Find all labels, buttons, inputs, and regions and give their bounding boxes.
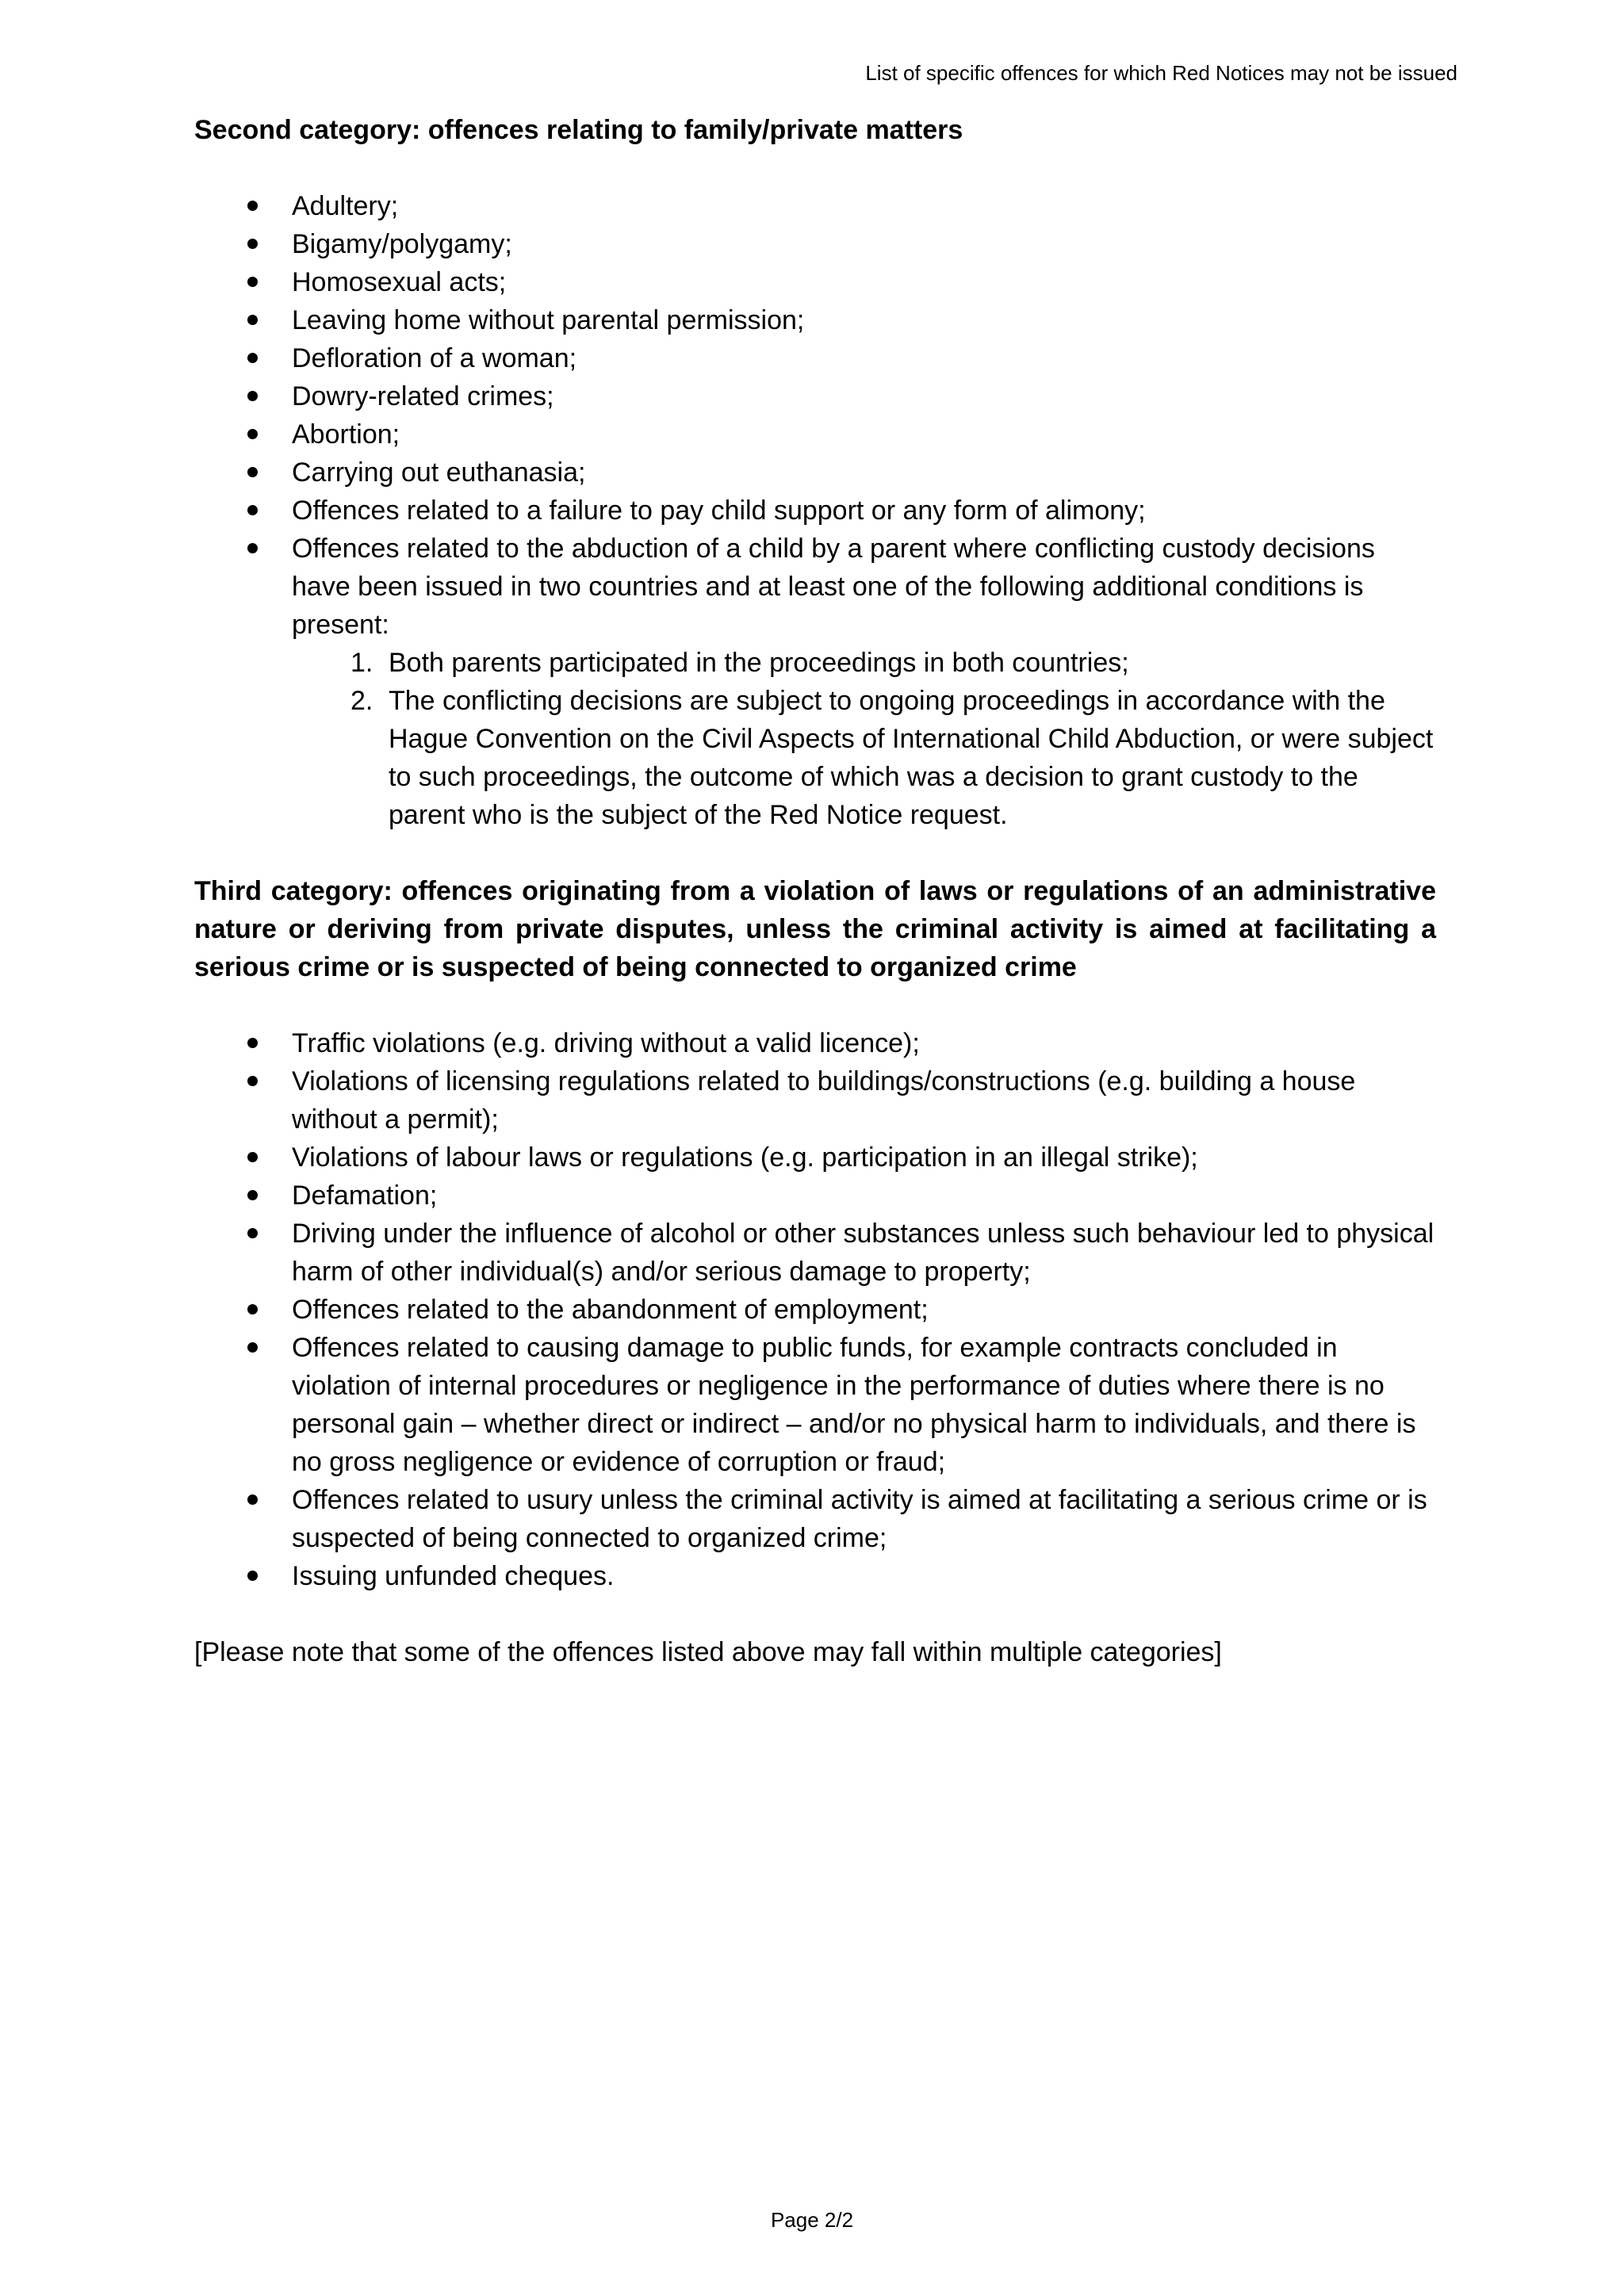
list-item-text: Violations of labour laws or regulations (e.g. participation in an illegal strike); (292, 1142, 1198, 1173)
condition-text: Both parents participated in the proceedings in both countries; (389, 648, 1129, 678)
list-item (194, 187, 1436, 225)
conditions-list (292, 644, 1436, 834)
list-item-text: Carrying out euthanasia; (292, 457, 586, 488)
bullet-icon (247, 353, 258, 363)
condition-item (292, 682, 1436, 834)
list-item-text: Offences related to the abandonment of employment; (292, 1295, 929, 1325)
list-item (194, 453, 1436, 492)
bullet-icon (247, 1152, 258, 1162)
list-item-text: Offences related to causing damage to public funds, for example contracts concluded in violation of internal procedures or negligence in the performance of duties where there is no personal gain – whether direct or indirect – and/or no physical harm to individuals, and there is no gross negligence or evidence of corruption or fraud; (292, 1333, 1416, 1477)
bullet-icon (247, 1190, 258, 1200)
list-item (194, 530, 1436, 834)
spacer (194, 834, 1436, 872)
bullet-icon (247, 1342, 258, 1353)
list-item-text: Defamation; (292, 1181, 438, 1211)
second-category-list (194, 187, 1436, 834)
condition-text: The conflicting decisions are subject to ongoing proceedings in accordance with the Hague Convention on the Civil Aspects of International Child Abduction, or were subject to such proceedings, the outcome of which was a decision to grant custody to the parent who is the subject of the Red Notice request. (389, 686, 1434, 830)
bullet-icon (247, 1228, 258, 1238)
list-item-text: Leaving home without parental permission; (292, 305, 805, 335)
list-item-text: Offences related to usury unless the criminal activity is aimed at facilitating a serious crime or is suspected of being connected to organized crime; (292, 1485, 1427, 1553)
list-item (194, 1215, 1436, 1291)
list-item (194, 1481, 1436, 1557)
list-item (194, 1291, 1436, 1329)
bullet-icon (247, 1494, 258, 1505)
spacer (194, 986, 1436, 1024)
document-content (194, 111, 1436, 1671)
list-item (194, 1177, 1436, 1215)
bullet-icon (247, 1038, 258, 1048)
list-item-text: Driving under the influence of alcohol or other substances unless such behaviour led to physical harm of other individual(s) and/or serious damage to property; (292, 1219, 1434, 1287)
bullet-icon (247, 239, 258, 249)
categories-note: [Please note that some of the offences listed above may fall within multiple categories] (194, 1637, 1222, 1667)
bullet-icon (247, 1571, 258, 1581)
list-item (194, 263, 1436, 301)
bullet-icon (247, 543, 258, 553)
list-item (194, 339, 1436, 377)
list-item (194, 492, 1436, 530)
list-item-text: Dowry-related crimes; (292, 381, 554, 411)
list-item-text: Adultery; (292, 191, 399, 221)
bullet-icon (247, 429, 258, 439)
bullet-icon (247, 277, 258, 287)
spacer (194, 149, 1436, 187)
list-item (194, 415, 1436, 453)
list-item (194, 1062, 1436, 1138)
spacer (194, 1595, 1436, 1633)
list-item-text: Offences related to the abduction of a child by a parent where conflicting custody decisions have been issued in two countries and at least one of the following additional conditions is present: (292, 534, 1375, 640)
list-item-text: Offences related to a failure to pay child support or any form of alimony; (292, 496, 1146, 526)
bullet-icon (247, 1076, 258, 1086)
condition-number: 1. (350, 648, 373, 678)
list-item (194, 1557, 1436, 1595)
list-item-text: Abortion; (292, 419, 400, 450)
condition-number: 2. (350, 686, 373, 716)
list-item (194, 1138, 1436, 1177)
list-item (194, 1024, 1436, 1062)
list-item-text: Bigamy/polygamy; (292, 229, 512, 259)
bullet-icon (247, 505, 258, 515)
second-category-heading: Second category: offences relating to family/private matters (194, 115, 963, 145)
bullet-icon (247, 467, 258, 477)
list-item-text: Issuing unfunded cheques. (292, 1561, 615, 1591)
list-item-text: Traffic violations (e.g. driving without a valid licence); (292, 1028, 920, 1058)
bullet-icon (247, 201, 258, 211)
list-item (194, 377, 1436, 415)
third-category-heading: Third category: offences originating from a violation of laws or regulations of an administrative nature or deriving from private disputes, unless the criminal activity is aimed at facilitating a serious crime or is suspected of being connected to organized crime (194, 876, 1436, 982)
bullet-icon (247, 315, 258, 325)
list-item-text: Violations of licensing regulations related to buildings/constructions (e.g. building a house without a permit); (292, 1066, 1356, 1135)
third-category-list (194, 1024, 1436, 1595)
page-number: Page 2/2 (770, 2208, 854, 2232)
list-item-text: Defloration of a woman; (292, 343, 577, 373)
running-header: List of specific offences for which Red Notices may not be issued (865, 61, 1457, 85)
list-item-text: Homosexual acts; (292, 267, 507, 297)
list-item (194, 225, 1436, 263)
list-item (194, 1329, 1436, 1481)
list-item (194, 301, 1436, 339)
condition-item (292, 644, 1436, 682)
bullet-icon (247, 391, 258, 401)
bullet-icon (247, 1304, 258, 1314)
